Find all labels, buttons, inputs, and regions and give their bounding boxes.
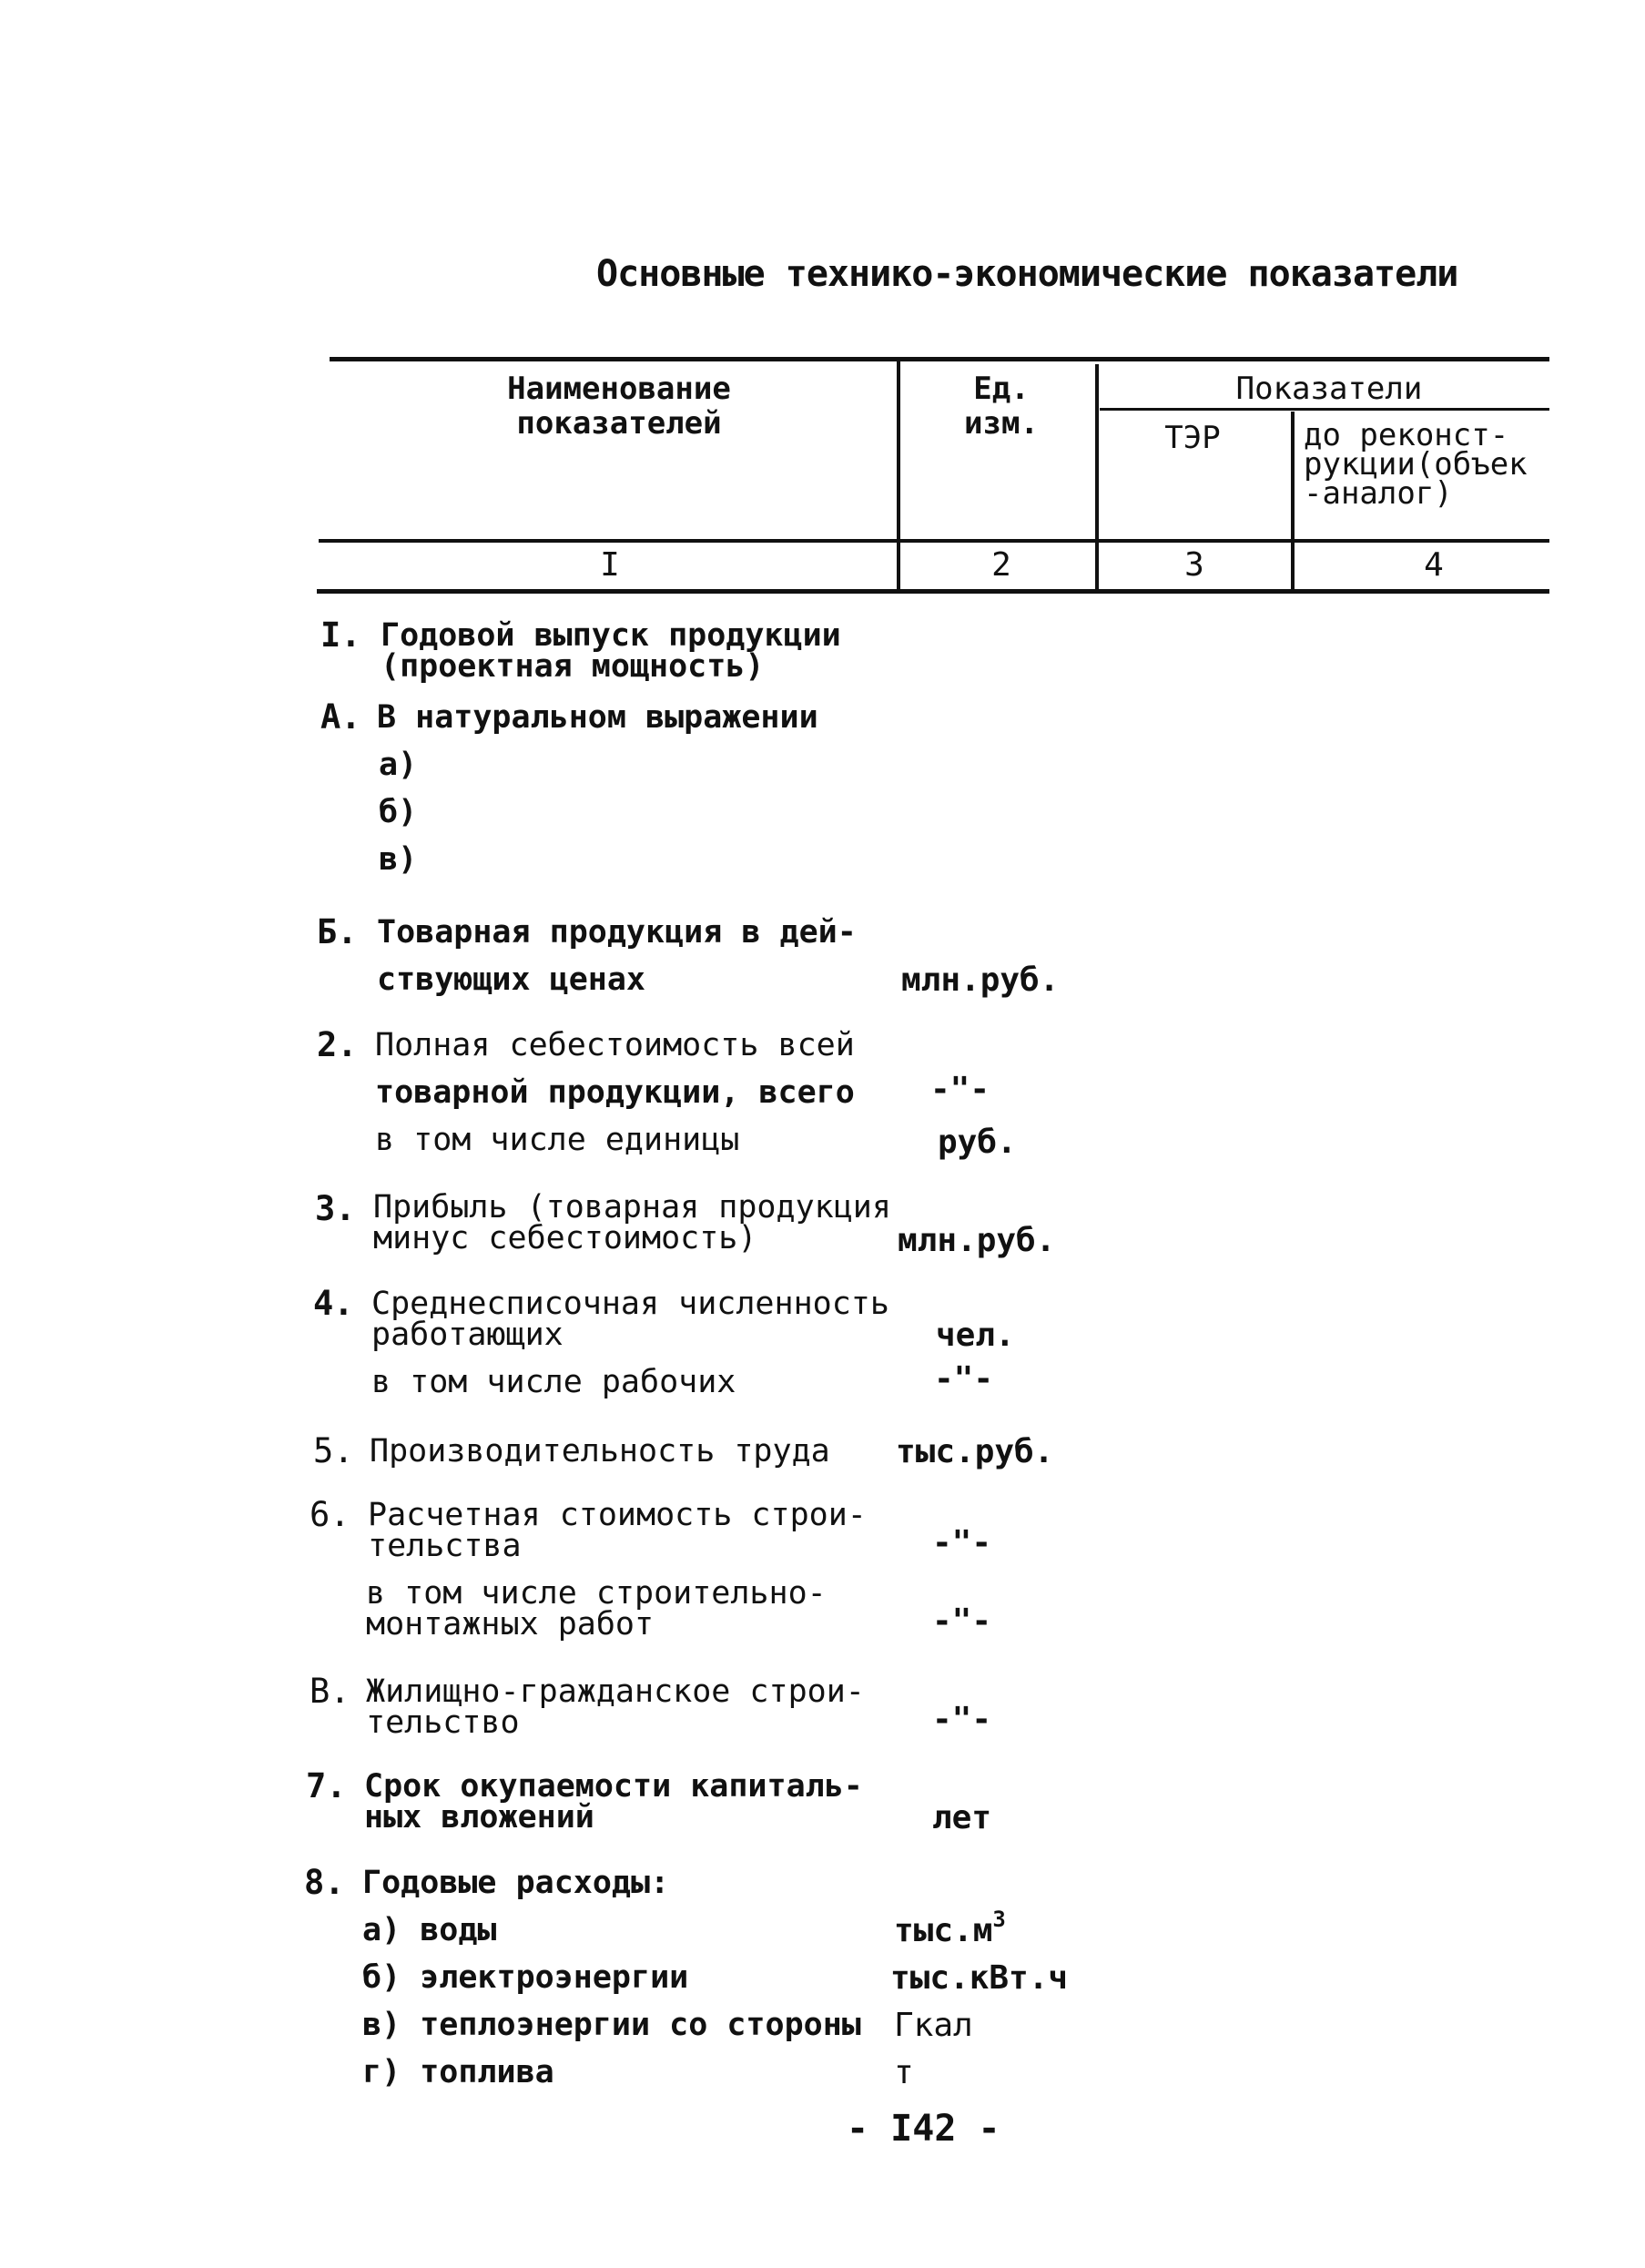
row-1-line1: Годовой выпуск продукции (381, 617, 841, 654)
page-number: - I42 - (847, 2108, 1000, 2150)
row-7-unit: лет (932, 1799, 992, 1836)
row-8a-unit-superscript: 3 (992, 1907, 1006, 1932)
row-8-number: 8. (304, 1863, 345, 1902)
row-8a-unit-text: тыс.м (894, 1912, 993, 1949)
row-A-line1: В натуральном выражении (377, 699, 818, 736)
column-divider-2 (1095, 364, 1099, 592)
row-6-line3: в том числе строительно- (366, 1575, 827, 1612)
page-title: Основные технико-экономические показатели (596, 253, 1458, 295)
row-2-line3: в том числе единицы (375, 1122, 740, 1158)
header-col-unit-line1: Ед. (973, 371, 1030, 407)
row-7-number: 7. (306, 1766, 347, 1805)
header-col-unit (910, 371, 1092, 441)
row-B-unit: млн.руб. (901, 961, 1060, 999)
row-7-line2: ных вложений (364, 1799, 594, 1836)
row-3-number: 3. (315, 1189, 356, 1228)
column-number-4: 4 (1424, 546, 1444, 584)
row-8a-unit (894, 1907, 1006, 1949)
row-b: б) (379, 794, 418, 830)
row-5-number: 5. (313, 1431, 354, 1470)
header-col-name-line2: показателей (516, 405, 722, 442)
row-8v-unit: Гкал (894, 2007, 973, 2044)
row-a: а) (379, 747, 418, 783)
row-V-number: В. (310, 1672, 350, 1711)
row-4-line3: в том числе рабочих (371, 1364, 736, 1400)
column-divider-1 (897, 359, 900, 592)
row-7-line1: Срок окупаемости капиталь- (364, 1768, 863, 1805)
column-number-2: 2 (991, 546, 1011, 584)
row-2-line1: Полная себестоимость всей (375, 1027, 855, 1063)
numbers-bottom-rule (317, 589, 1549, 594)
row-4-unit1: чел. (936, 1317, 1015, 1354)
row-8a-label: а) воды (362, 1912, 497, 1948)
header-bottom-rule (319, 539, 1549, 543)
row-2-line2: товарной продукции, всего (375, 1074, 855, 1111)
row-6-line1: Расчетная стоимость строи- (368, 1497, 867, 1533)
row-6-line4: монтажных работ (366, 1606, 655, 1643)
row-4-line1: Среднесписочная численность (371, 1286, 889, 1322)
row-6-line2: тельства (368, 1528, 522, 1564)
row-V-line2: тельство (366, 1704, 520, 1741)
row-2-unit2: руб. (938, 1124, 1017, 1161)
header-col-before-line2: рукции(объек (1304, 446, 1528, 483)
row-4-line2: работающих (371, 1317, 564, 1353)
row-1-number: I. (320, 615, 361, 655)
column-number-1: I (600, 546, 620, 584)
header-group-indicators: Показатели (1235, 371, 1423, 407)
row-V-unit: -"- (932, 1701, 992, 1738)
row-8g-unit: т (894, 2054, 914, 2091)
row-2-number: 2. (317, 1025, 358, 1064)
row-6-number: 6. (310, 1495, 350, 1534)
column-divider-3 (1291, 412, 1295, 592)
row-V-line1: Жилищно-гражданское строи- (366, 1673, 865, 1710)
header-col-before (1304, 417, 1549, 512)
column-number-3: 3 (1184, 546, 1204, 584)
row-6-unit2: -"- (932, 1602, 992, 1640)
header-col-before-line3: -аналог) (1304, 475, 1453, 512)
row-3-unit: млн.руб. (898, 1222, 1056, 1259)
row-v: в) (379, 841, 418, 878)
row-5-unit: тыс.руб. (896, 1433, 1054, 1470)
header-col-ter: ТЭР (1164, 420, 1221, 456)
row-B-line2: ствующих ценах (377, 961, 646, 998)
table-top-rule (330, 357, 1549, 361)
row-4-unit2: -"- (934, 1360, 994, 1398)
header-col-name-line1: Наименование (507, 371, 731, 407)
row-B-line1: Товарная продукция в дей- (377, 914, 857, 951)
row-3-line1: Прибыль (товарная продукция (373, 1189, 891, 1226)
row-2-unit1: -"- (930, 1071, 990, 1108)
row-B-number: Б. (317, 912, 358, 951)
row-8g-label: г) топлива (362, 2054, 554, 2090)
header-col-before-line1: до реконст- (1304, 417, 1509, 453)
header-col-name (364, 371, 874, 441)
row-5-line1: Производительность труда (370, 1433, 830, 1470)
group-header-rule (1100, 408, 1549, 411)
row-3-line2: минус себестоимость) (373, 1220, 757, 1256)
row-A-number: А. (320, 697, 361, 737)
row-6-unit1: -"- (932, 1524, 992, 1561)
row-8v-label: в) теплоэнергии со стороны (362, 2007, 861, 2043)
header-col-unit-line2: изм. (964, 405, 1039, 442)
row-8-line1: Годовые расходы: (362, 1865, 670, 1901)
row-4-number: 4. (313, 1284, 354, 1323)
row-8b-unit: тыс.кВт.ч (890, 1959, 1069, 1997)
row-8b-label: б) электроэнергии (362, 1959, 689, 1996)
row-1-line2: (проектная мощность) (381, 648, 765, 685)
